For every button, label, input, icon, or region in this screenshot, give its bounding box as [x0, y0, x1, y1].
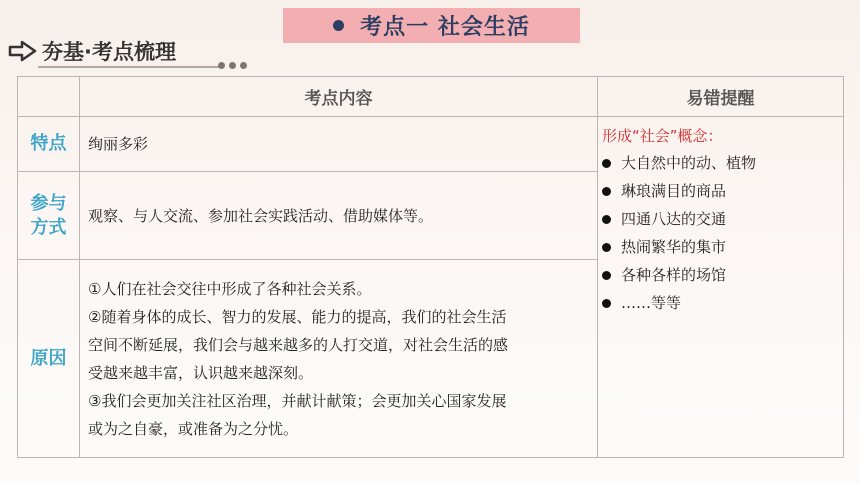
list-item-text: 四通八达的交通: [621, 210, 727, 228]
section-label: 夯基·考点梳理: [42, 40, 176, 64]
row-label-feature: 特点: [18, 117, 80, 172]
bullet-icon: [602, 243, 611, 252]
list-item-text: 热闹繁华的集市: [621, 238, 727, 256]
reminder-cell: [598, 117, 844, 458]
row-content-feature: [80, 117, 598, 172]
content-line: ②随着身体的成长、智力的发展、能力的提高，我们的社会生活: [88, 307, 507, 326]
content-line: 或为之自豪，或准备为之分忧。: [88, 419, 299, 438]
row-content-participation: [80, 172, 598, 260]
content-line: 观察、与人交流、参加社会实践活动、借助媒体等。: [88, 206, 434, 225]
list-item: [602, 289, 843, 317]
ellipsis-dots-icon: [218, 62, 247, 69]
table-header-row: [18, 77, 844, 117]
reminder-title: 形成“社会”概念：: [602, 127, 723, 145]
list-item-text: 大自然中的动、植物: [621, 154, 757, 172]
reminder-list: [602, 149, 843, 317]
header-content: 考点内容: [80, 77, 598, 117]
list-item: [602, 233, 843, 261]
list-item: [602, 177, 843, 205]
list-item-text: 各种各样的场馆: [621, 266, 727, 284]
content-line: 空间不断延展，我们会与越来越多的人打交道，对社会生活的感: [88, 335, 509, 354]
page-title: 考点一 社会生活: [360, 15, 530, 40]
bullet-dot-icon: [333, 20, 344, 31]
knowledge-table: [17, 76, 844, 458]
content-line: ③我们会更加关注社区治理，并献计献策；会更加关心国家发展: [88, 391, 507, 410]
row-label-participation: 参与方式: [18, 172, 80, 260]
bullet-icon: [602, 299, 611, 308]
row-label-reason: 原因: [18, 260, 80, 458]
header-reminder: 易错提醒: [598, 77, 844, 117]
arrow-right-icon: [8, 40, 38, 62]
content-line: 绚丽多彩: [88, 135, 149, 153]
title-banner: [283, 8, 580, 43]
bullet-icon: [602, 187, 611, 196]
list-item: [602, 149, 843, 177]
bullet-icon: [602, 159, 611, 168]
bullet-icon: [602, 215, 611, 224]
section-header: [8, 36, 176, 66]
list-item: [602, 261, 843, 289]
table-row: [18, 117, 844, 172]
list-item-text: ……等等: [621, 294, 682, 312]
list-item: [602, 205, 843, 233]
row-content-reason: [80, 260, 598, 458]
bullet-icon: [602, 271, 611, 280]
header-blank: [18, 77, 80, 117]
section-underline: [38, 66, 224, 68]
list-item-text: 琳琅满目的商品: [621, 182, 727, 200]
content-line: 受越来越丰富，认识越来越深刻。: [88, 363, 314, 382]
content-line: ①人们在社会交往中形成了各种社会关系。: [88, 279, 372, 298]
